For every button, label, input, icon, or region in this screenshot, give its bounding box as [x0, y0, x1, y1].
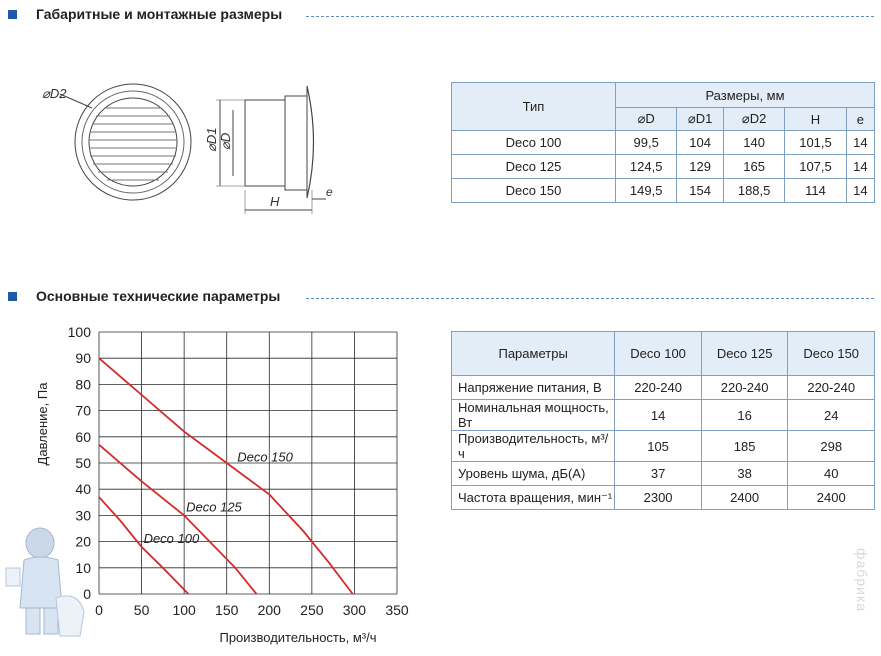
table-row	[452, 400, 875, 431]
x-tick-label: 250	[300, 602, 324, 618]
table-cell: 16	[701, 400, 788, 431]
middle-ring	[82, 91, 184, 193]
table-cell: 2400	[788, 486, 875, 510]
parameters-header-row	[452, 332, 875, 376]
table-row	[452, 486, 875, 510]
y-axis-label: Давление, Па	[35, 382, 50, 466]
chart-series	[99, 358, 353, 594]
row-type-cell: Deco 125	[452, 155, 616, 179]
table-cell: 105	[615, 431, 702, 462]
table-cell: 104	[677, 131, 724, 155]
dimensions-table	[451, 82, 875, 203]
plumber-mascot-illustration	[6, 528, 84, 636]
table-cell: 188,5	[723, 179, 784, 203]
table-row	[452, 376, 875, 400]
side-body	[245, 100, 285, 186]
table-cell: 220-240	[615, 376, 702, 400]
section-divider	[306, 298, 874, 299]
table-cell: 37	[615, 462, 702, 486]
table-cell: 149,5	[616, 179, 677, 203]
header-dim-col: e	[846, 108, 874, 131]
header-dimensions-group: Размеры, мм	[616, 83, 875, 108]
table-cell: 124,5	[616, 155, 677, 179]
y-tick-label: 40	[75, 481, 91, 498]
series-label: Deco 100	[143, 530, 200, 546]
table-cell: 14	[615, 400, 702, 431]
header-dim-col: H	[785, 108, 846, 131]
table-cell: 220-240	[788, 376, 875, 400]
side-collar	[285, 96, 307, 190]
label-e: e	[326, 185, 333, 199]
section-header-dimensions	[8, 6, 874, 24]
label-d: ⌀D	[218, 132, 233, 150]
row-type-cell: Deco 100	[452, 131, 616, 155]
header-model: Deco 125	[701, 332, 788, 376]
x-tick-label: 200	[257, 602, 281, 618]
outer-ring	[75, 84, 191, 200]
y-tick-labels	[68, 324, 92, 602]
table-cell: 165	[723, 155, 784, 179]
label-d2: ⌀D2	[42, 86, 67, 101]
table-cell: 107,5	[785, 155, 846, 179]
header-parameters: Параметры	[452, 332, 615, 376]
y-tick-label: 70	[75, 402, 91, 419]
y-tick-label: 0	[83, 586, 91, 602]
series-label: Deco 125	[186, 499, 242, 515]
table-cell: 14	[846, 131, 874, 155]
header-model: Deco 150	[788, 332, 875, 376]
row-type-cell: Deco 150	[452, 179, 616, 203]
header-dim-col: ⌀D	[616, 108, 677, 131]
parameter-label-cell: Напряжение питания, В	[452, 376, 615, 400]
table-cell: 185	[701, 431, 788, 462]
y-tick-label: 30	[75, 507, 91, 524]
parameter-label-cell: Производительность, м³/ч	[452, 431, 615, 462]
bullet-square-icon	[8, 10, 17, 19]
table-row	[452, 155, 875, 179]
side-flange	[307, 86, 314, 198]
watermark-text: фабрика	[854, 548, 870, 613]
x-axis-label: Производительность, м³/ч	[219, 630, 377, 645]
table-cell: 114	[785, 179, 846, 203]
y-tick-label: 90	[75, 350, 91, 367]
section-divider	[306, 16, 874, 17]
section-title: Основные технические параметры	[36, 288, 281, 304]
table-cell: 154	[677, 179, 724, 203]
x-tick-labels	[95, 602, 409, 618]
inner-ring	[89, 98, 177, 186]
table-cell: 24	[788, 400, 875, 431]
x-tick-label: 350	[385, 602, 409, 618]
grille-slats	[89, 108, 177, 180]
x-tick-label: 50	[133, 602, 150, 618]
table-cell: 2400	[701, 486, 788, 510]
y-tick-label: 10	[75, 559, 91, 576]
parameter-label-cell: Уровень шума, дБ(А)	[452, 462, 615, 486]
parameter-label-cell: Номинальная мощность, Вт	[452, 400, 615, 431]
table-cell: 2300	[615, 486, 702, 510]
table-cell: 298	[788, 431, 875, 462]
header-dim-col: ⌀D2	[723, 108, 784, 131]
header-dim-col: ⌀D1	[677, 108, 724, 131]
parameters-table	[451, 331, 875, 510]
label-h: H	[270, 194, 280, 209]
y-tick-label: 60	[75, 428, 91, 445]
y-tick-label: 100	[67, 324, 91, 340]
y-tick-label: 20	[75, 533, 91, 550]
table-cell: 99,5	[616, 131, 677, 155]
x-tick-label: 0	[95, 602, 103, 618]
section-title: Габаритные и монтажные размеры	[36, 6, 283, 22]
table-cell: 14	[846, 179, 874, 203]
table-cell: 129	[677, 155, 724, 179]
table-row	[452, 131, 875, 155]
table-cell: 38	[701, 462, 788, 486]
x-tick-label: 100	[172, 602, 196, 618]
x-tick-label: 300	[342, 602, 367, 618]
y-tick-label: 80	[75, 376, 91, 393]
table-row	[452, 179, 875, 203]
watermark	[852, 548, 872, 648]
series-label: Deco 150	[237, 449, 293, 465]
table-row	[452, 462, 875, 486]
bullet-square-icon	[8, 292, 17, 301]
label-d1: ⌀D1	[204, 127, 219, 152]
section-header-parameters	[8, 288, 874, 306]
table-row	[452, 431, 875, 462]
table-cell: 140	[723, 131, 784, 155]
x-tick-label: 150	[215, 602, 239, 618]
technical-drawing	[30, 72, 350, 222]
y-tick-label: 50	[75, 455, 91, 471]
table-cell: 220-240	[701, 376, 788, 400]
table-cell: 40	[788, 462, 875, 486]
parameter-label-cell: Частота вращения, мин⁻¹	[452, 486, 615, 510]
table-cell: 14	[846, 155, 874, 179]
performance-chart	[0, 318, 440, 656]
header-type: Тип	[452, 83, 616, 131]
table-cell: 101,5	[785, 131, 846, 155]
header-model: Deco 100	[615, 332, 702, 376]
